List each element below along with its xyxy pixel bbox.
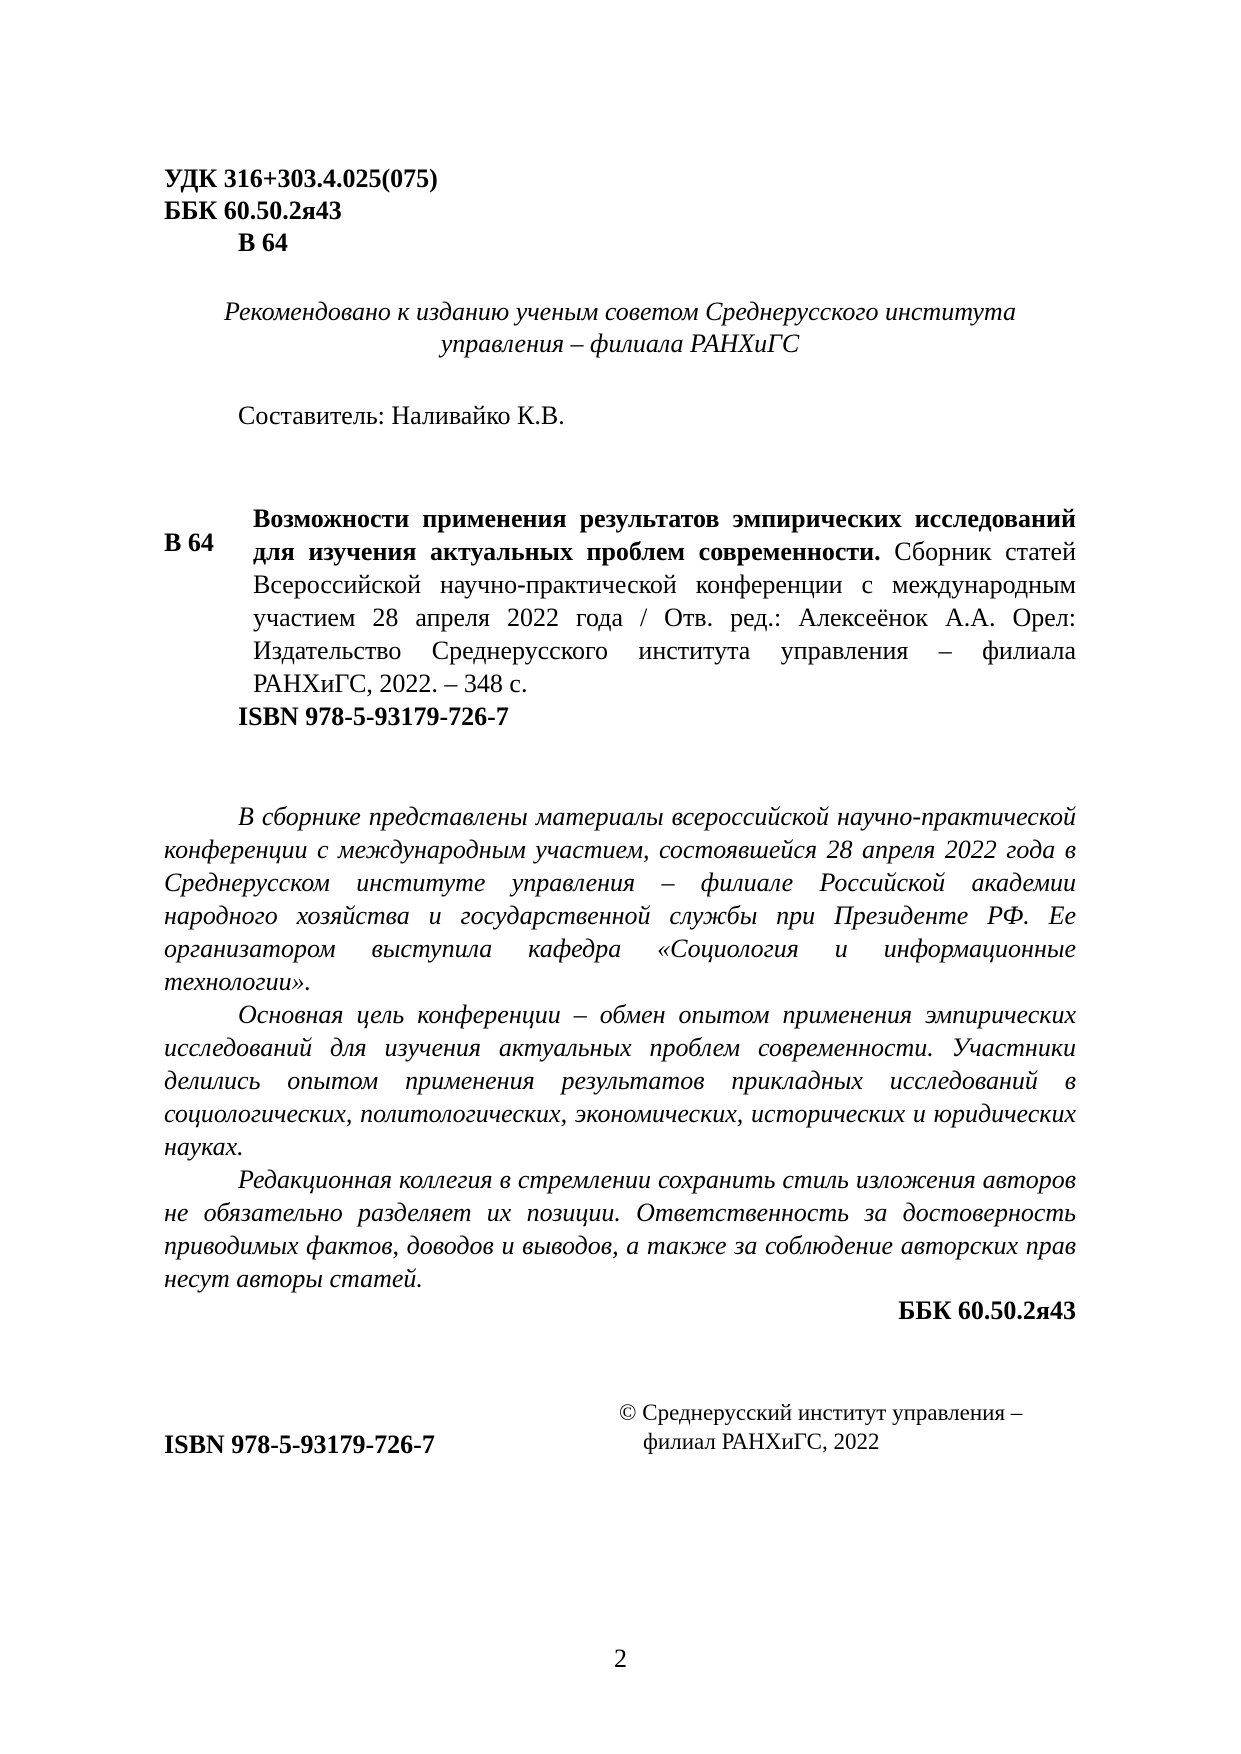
footer-isbn: ISBN 978-5-93179-726-7	[164, 1430, 435, 1459]
annotation-paragraph: Редакционная коллегия в стремлении сохранить стиль изложения авторов не обязательно разделяет их позиции. Ответственность за достоверность приводимых фактов, доводов и выводов, а также за соблюдение авторских прав несут авторы статей.	[164, 1165, 1076, 1293]
recommendation-line-2: управления – филиала РАНХиГС	[440, 329, 800, 358]
entry-text	[253, 502, 1076, 700]
bbk-code: ББК 60.50.2я43	[164, 196, 342, 225]
recommendation-note	[164, 296, 1076, 360]
classification-block	[164, 163, 438, 259]
compiler-line: Составитель: Наливайко К.В.	[238, 401, 565, 430]
entry-author-mark: В 64	[164, 528, 214, 557]
udk-code: УДК 316+303.4.025(075)	[164, 164, 438, 193]
author-mark: В 64	[238, 228, 288, 257]
copyright-line-2: филиал РАНХиГС, 2022	[643, 1429, 880, 1454]
entry-description: Сборник статей Всероссийской научно-практической конференции с международным участием 28 апреля 2022 года / Отв. ред.: Алексеёнок А.А. Орел: Издательство Среднерусского института управления – филиала РАНХиГС, 2022. – 348 с.	[253, 537, 1076, 698]
recommendation-line-1: Рекомендовано к изданию ученым советом Среднерусского института	[224, 297, 1016, 326]
bibliographic-entry	[164, 502, 1076, 733]
copyright-line-1: © Среднерусский институт управления –	[619, 1400, 1023, 1425]
annotation	[164, 800, 1076, 1295]
annotation-bbk: ББК 60.50.2я43	[898, 1296, 1076, 1325]
page-number: 2	[614, 1644, 627, 1673]
entry-title: Возможности применения результатов эмпирических исследований для изучения актуальных проблем современности.	[253, 504, 1076, 566]
copyright-notice	[619, 1398, 1089, 1456]
entry-isbn: ISBN 978-5-93179-726-7	[238, 702, 509, 731]
annotation-paragraph: Основная цель конференции – обмен опытом применения эмпирических исследований для изучения актуальных проблем современности. Участники делились опытом применения результатов прикладных исследований в социологических, политологических, экономических, исторических и юридических науках.	[164, 1000, 1076, 1161]
annotation-paragraph: В сборнике представлены материалы всероссийской научно-практической конференции с международным участием, состоявшейся 28 апреля 2022 года в Среднерусском институте управления – филиале Российской академии народного хозяйства и государственной службы при Президенте РФ. Ее организатором выступила кафедра «Социология и информационные технологии».	[164, 802, 1076, 996]
